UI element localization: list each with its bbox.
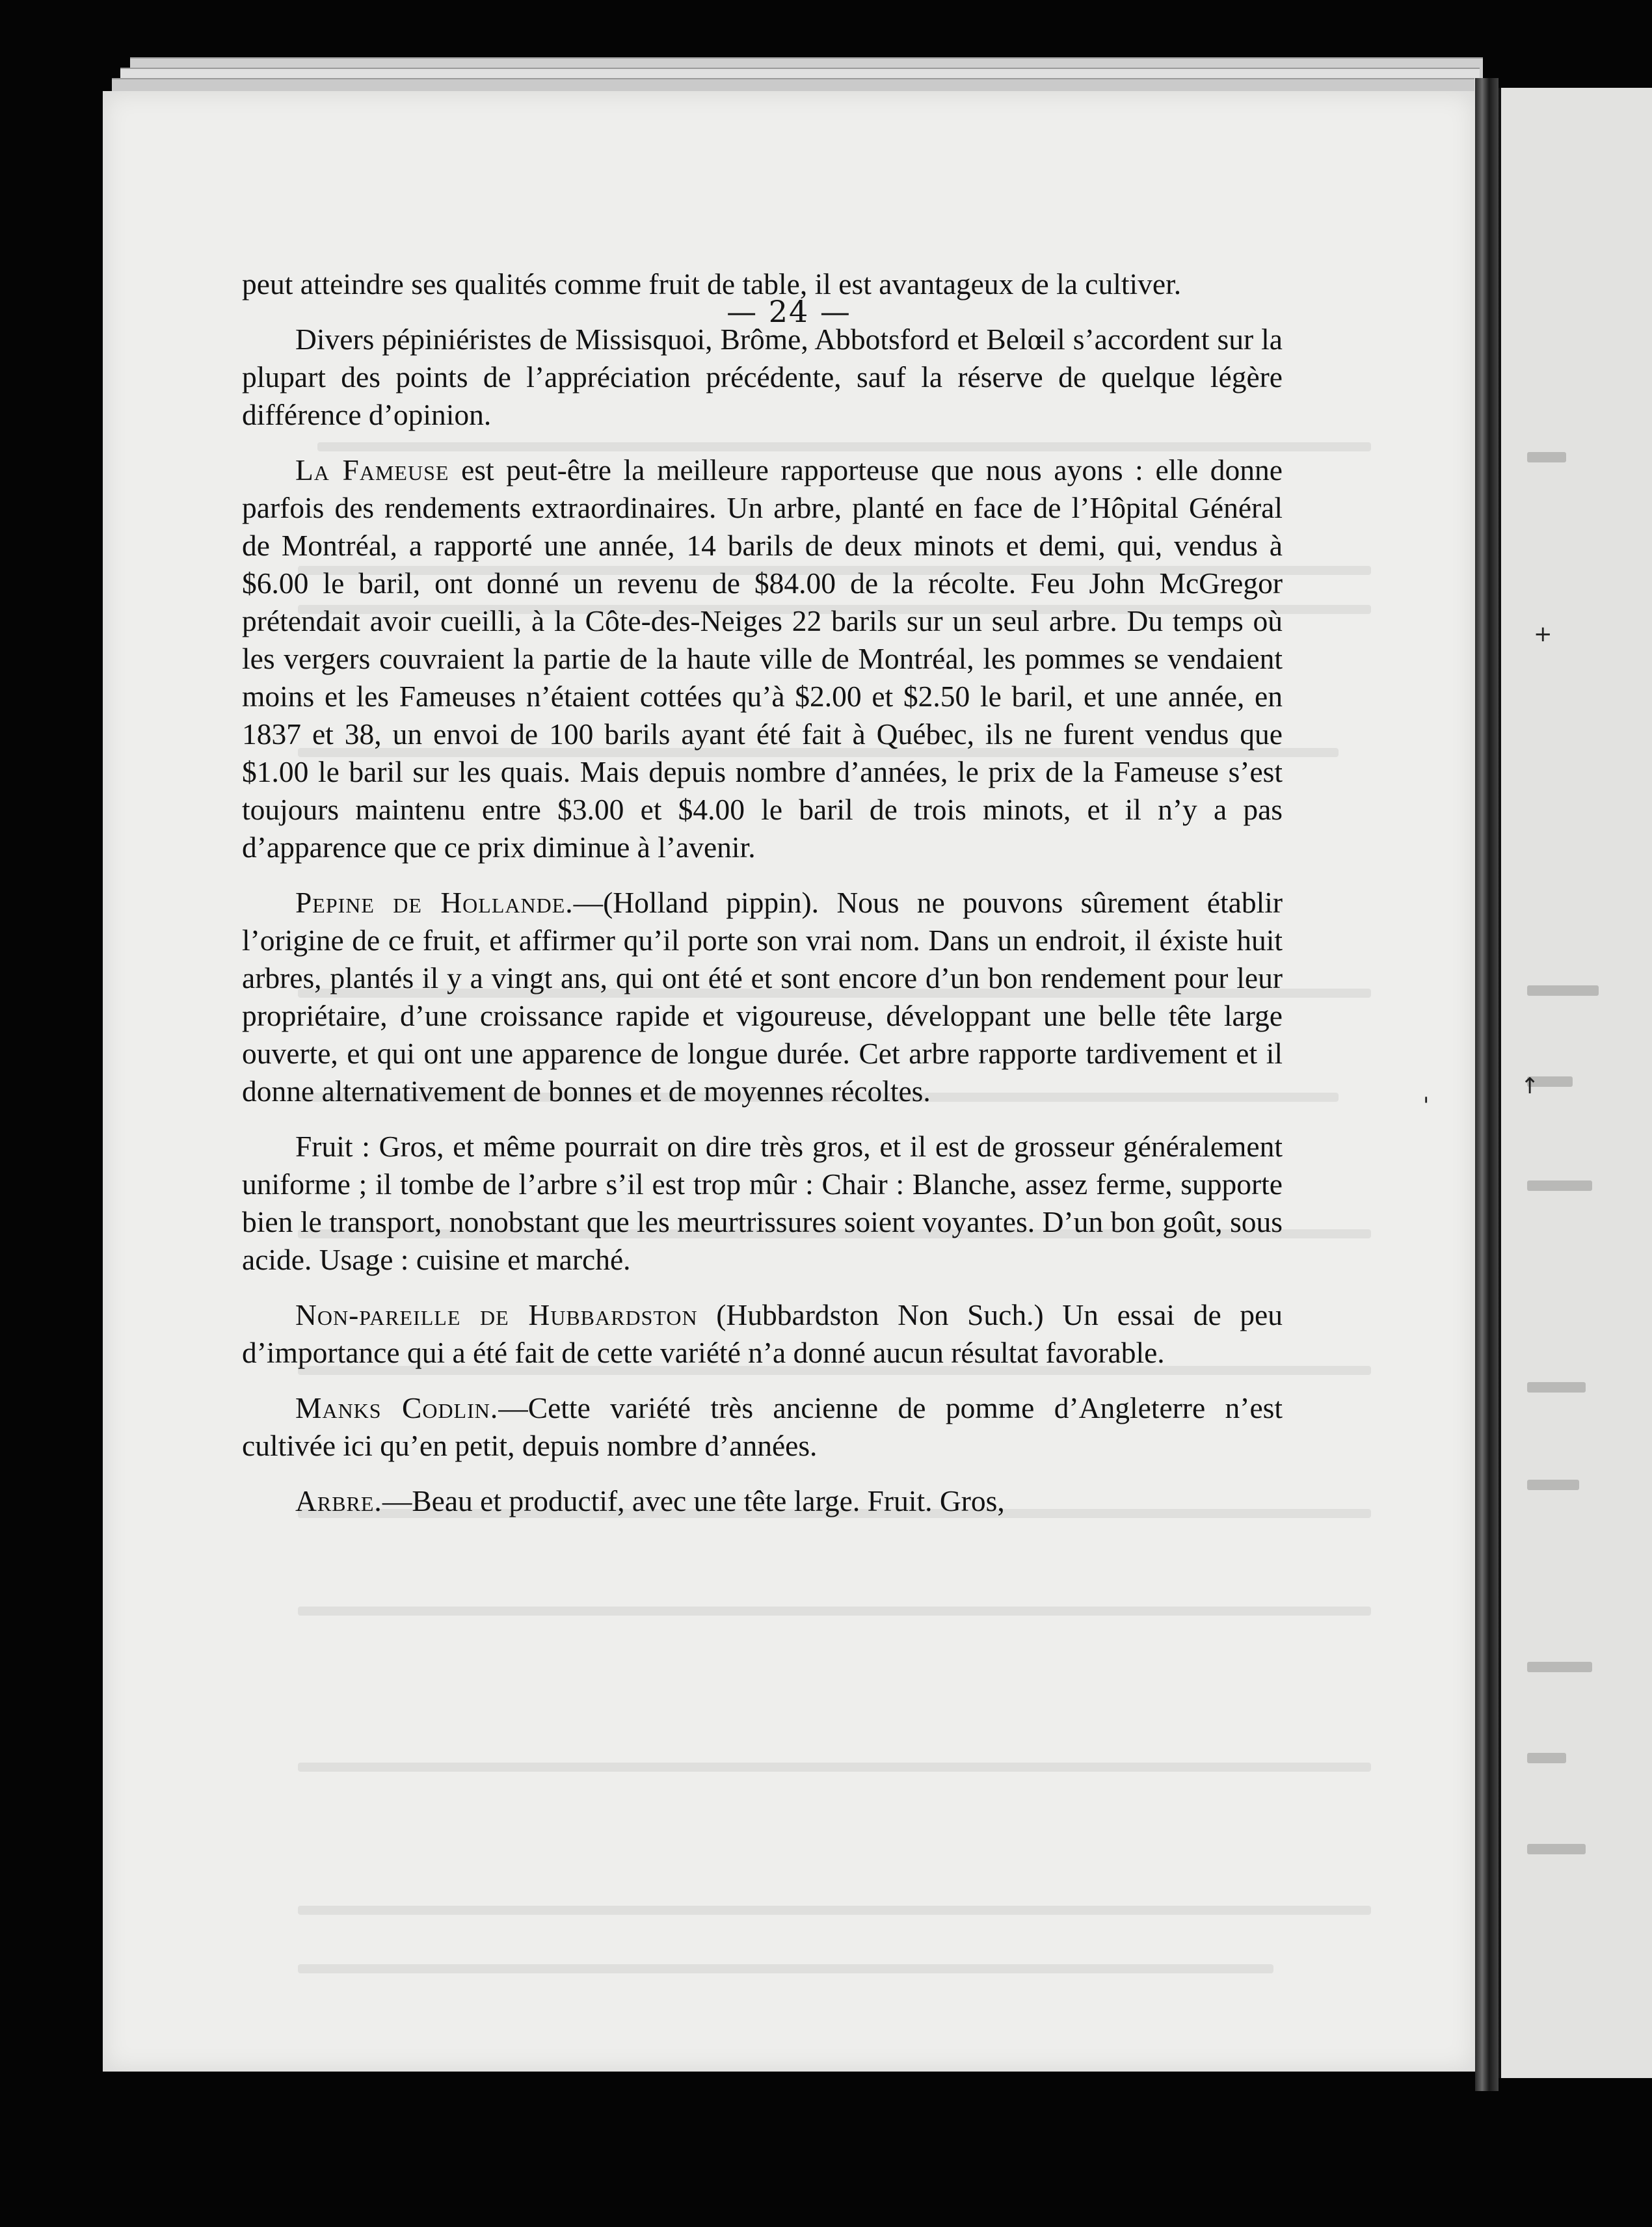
paragraph-text: Divers pépiniéristes de Missisquoi, Brôme, Abbotsford et Belœil s’accordent sur la plupart des points de l’appréciation précédente, sauf la réserve de quelque légère différence d’opinion. bbox=[242, 323, 1283, 431]
paragraph bbox=[242, 321, 1283, 434]
scan-speck: ↑ bbox=[1521, 1073, 1539, 1099]
variety-heading: Pepine de Hollande. bbox=[295, 886, 574, 919]
page-number: — 24 — bbox=[726, 294, 851, 329]
paragraph-text: (Hubbardston Non Such.) Un essai de peu d’importance qui a été fait de cette variété n’a donné aucun résultat favorable. bbox=[242, 1298, 1283, 1369]
scan-speck: ' bbox=[1423, 1093, 1430, 1119]
paragraph bbox=[242, 1128, 1283, 1279]
body-text bbox=[242, 265, 1283, 1538]
paragraph bbox=[242, 265, 1283, 303]
variety-heading: Arbre. bbox=[295, 1484, 382, 1517]
paragraph-text: Fruit : Gros, et même pourrait on dire très gros, et il est de grosseur généralement uniforme ; il tombe de l’arbre s’il est trop mûr : Chair : Blanche, assez ferme, supporte bien le transport, nonobstant que les meurtrissures soient voyantes. D’un bon goût, sous acide. Usage : cuisine et marché. bbox=[242, 1130, 1283, 1276]
scan-speck: + bbox=[1534, 621, 1552, 647]
book-binding bbox=[1475, 78, 1499, 2091]
variety-heading: Non-pareille de Hubbardston bbox=[295, 1298, 698, 1331]
paragraph-text: peut atteindre ses qualités comme fruit de table, il est avantageux de la cultiver. bbox=[242, 267, 1182, 300]
variety-heading: La Fameuse bbox=[295, 453, 449, 487]
paragraph-text: —Beau et productif, avec une tête large. Fruit. Gros, bbox=[382, 1484, 1005, 1517]
paragraph bbox=[242, 451, 1283, 866]
paragraph-text: —Cette variété très ancienne de pomme d’Angleterre n’est cultivée ici qu’en petit, depuis nombre d’années. bbox=[242, 1391, 1283, 1462]
paragraph bbox=[242, 1296, 1283, 1372]
paragraph-text: —(Holland pippin). Nous ne pouvons sûrement établir l’origine de ce fruit, et affirmer qu’il porte son vrai nom. Dans un endroit, il éxiste huit arbres, plantés il y a vingt ans, qui ont été et sont encore d’un bon rendement pour leur propriétaire, d’une croissance rapide et vigoureuse, développant une belle tête large ouverte, et qui ont une apparence de longue durée. Cet arbre rapporte tardivement et il donne alternativement de bonnes et de moyennes récoltes. bbox=[242, 886, 1283, 1108]
paragraph-text: est peut-être la meilleure rapporteuse que nous ayons : elle donne parfois des rendements extraordinaires. Un arbre, planté en face de l’Hôpital Général de Montréal, a rapporté une année, 14 barils de deux minots et demi, qui, vendus à $6.00 le baril, ont donné un revenu de $84.00 de la récolte. Feu John McGregor prétendait avoir cueilli, à la Côte-des-Neiges 22 barils sur un seul arbre. Du temps où les vergers couvraient la partie de la haute ville de Montréal, les pommes se vendaient moins et les Fameuses n’étaient cottées qu’à $2.00 et $2.50 le baril, et une année, en 1837 et 38, un envoi de 100 barils ayant été fait à Québec, ils ne furent vendus que $1.00 le baril sur les quais. Mais depuis nombre d’années, le prix de la Fameuse s’est toujours maintenu entre $3.00 et $4.00 le baril de trois minots, et il n’y a pas d’apparence que ce prix diminue à l’avenir. bbox=[242, 453, 1283, 864]
paragraph bbox=[242, 1389, 1283, 1465]
variety-heading: Manks Codlin. bbox=[295, 1391, 499, 1424]
paragraph bbox=[242, 1482, 1283, 1520]
paragraph bbox=[242, 884, 1283, 1110]
